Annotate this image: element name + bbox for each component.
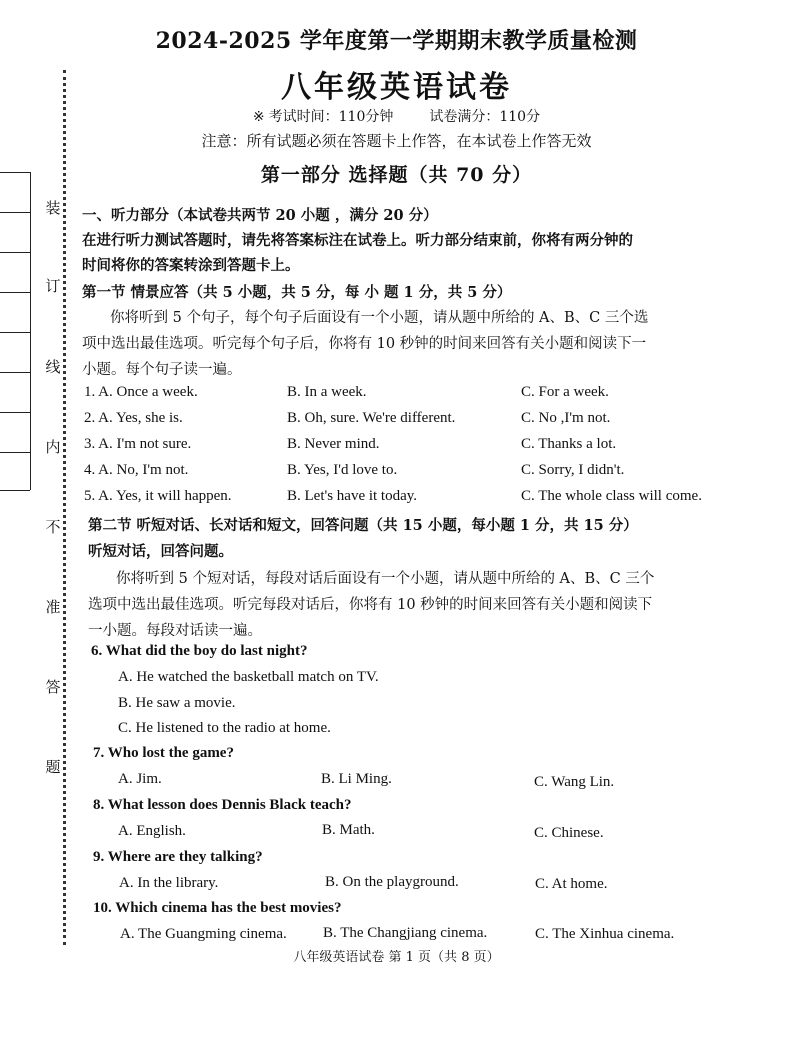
q10-question: 10. Which cinema has the best movies? xyxy=(93,900,342,916)
q9-option-c: C. At home. xyxy=(535,876,608,892)
q10-option-c: C. The Xinhua cinema. xyxy=(535,926,675,942)
exam-info xyxy=(0,106,793,126)
listening-title: 一、听力部分（本试卷共两节 20 小题 ，满分 20 分） xyxy=(82,207,438,224)
full-score: 试卷满分：110分 xyxy=(429,109,541,125)
section2-title: 第二节 听短对话、长对话和短文，回答问题（共 15 小题，每小题 1 分，共 15 分） xyxy=(88,517,638,534)
section1-title: 第一节 情景应答（共 5 小题，共 5 分，每 小 题 1 分，共 5 分） xyxy=(82,284,512,301)
listening-note: 时间将你的答案转涂到答题卡上。 xyxy=(82,257,300,274)
section1-intro: 项中选出最佳选项。听完每个句子后，你将有 10 秒钟的时间来回答有关小题和阅读下一 xyxy=(82,336,647,352)
exam-notice: 注意：所有试题必须在答题卡上作答，在本试卷上作答无效 xyxy=(201,132,592,150)
q4-option-b: B. Yes, I'd love to. xyxy=(287,462,398,478)
q7-option-c: C. Wang Lin. xyxy=(534,774,615,790)
exam-title: 2024-2025 学年度第一学期期末教学质量检测 xyxy=(155,28,638,54)
margin-char: 不 xyxy=(45,518,61,536)
q7-question: 7. Who lost the game? xyxy=(93,745,234,761)
exam-subtitle: 八年级英语试卷 xyxy=(281,70,512,105)
margin-char: 订 xyxy=(45,277,61,295)
listening-note: 在进行听力测试答题时，请先将答案标注在试卷上。听力部分结束前，你将有两分钟的 xyxy=(82,232,633,249)
section1-intro: 你将听到 5 个句子，每个句子后面设有一个小题，请从题中所给的 A、B、C 三个选 xyxy=(110,310,649,326)
q7-option-a: A. Jim. xyxy=(118,771,162,787)
q5-option-a: 5. A. Yes, it will happen. xyxy=(84,488,232,504)
q5-option-c: C. The whole class will come. xyxy=(521,488,702,504)
q4-option-a: 4. A. No, I'm not. xyxy=(84,462,189,478)
q6-option-c: C. He listened to the radio at home. xyxy=(118,720,331,736)
q10-option-a: A. The Guangming cinema. xyxy=(120,926,287,942)
q1-option-c: C. For a week. xyxy=(521,384,609,400)
margin-rule xyxy=(0,292,30,293)
margin-rule xyxy=(0,490,30,491)
section2-intro: 一小题。每段对话读一遍。 xyxy=(88,623,262,639)
q2-option-b: B. Oh, sure. We're different. xyxy=(287,410,456,426)
binding-dotted-line xyxy=(63,70,66,945)
margin-box-edge xyxy=(30,172,31,490)
margin-rule xyxy=(0,252,30,253)
margin-rule xyxy=(0,452,30,453)
q7-option-b: B. Li Ming. xyxy=(321,771,392,787)
q9-question: 9. Where are they talking? xyxy=(93,849,263,865)
exam-time: 考试时间：110分钟 xyxy=(268,109,394,125)
section2-subtitle: 听短对话，回答问题。 xyxy=(88,543,233,560)
q9-option-a: A. In the library. xyxy=(119,875,219,891)
q10-option-b: B. The Changjiang cinema. xyxy=(323,925,488,941)
margin-rule xyxy=(0,332,30,333)
margin-char: 答 xyxy=(45,678,61,696)
q5-option-b: B. Let's have it today. xyxy=(287,488,418,504)
margin-char: 内 xyxy=(45,438,61,456)
q2-option-c: C. No ,I'm not. xyxy=(521,410,611,426)
q6-question: 6. What did the boy do last night? xyxy=(91,643,308,659)
section2-intro: 你将听到 5 个短对话，每段对话后面设有一个小题，请从题中所给的 A、B、C 三个 xyxy=(116,571,655,587)
margin-char: 线 xyxy=(45,358,61,376)
reference-mark: ※ xyxy=(252,109,265,125)
page-footer: 八年级英语试卷 第 1 页（共 8 页） xyxy=(293,950,500,965)
q8-option-a: A. English. xyxy=(118,823,186,839)
margin-rule xyxy=(0,412,30,413)
q6-option-a: A. He watched the basketball match on TV. xyxy=(118,669,379,685)
q1-option-b: B. In a week. xyxy=(287,384,367,400)
q3-option-a: 3. A. I'm not sure. xyxy=(84,436,192,452)
margin-rule xyxy=(0,212,30,213)
q3-option-c: C. Thanks a lot. xyxy=(521,436,617,452)
q2-option-a: 2. A. Yes, she is. xyxy=(84,410,183,426)
q3-option-b: B. Never mind. xyxy=(287,436,380,452)
q9-option-b: B. On the playground. xyxy=(325,874,459,890)
margin-rule xyxy=(0,372,30,373)
section1-intro: 小题。每个句子读一遍。 xyxy=(82,362,242,378)
margin-char: 准 xyxy=(45,598,61,616)
margin-char: 装 xyxy=(45,199,61,217)
q1-option-a: 1. A. Once a week. xyxy=(84,384,198,400)
q4-option-c: C. Sorry, I didn't. xyxy=(521,462,625,478)
section2-intro: 选项中选出最佳选项。听完每段对话后，你将有 10 秒钟的时间来回答有关小题和阅读下 xyxy=(88,597,653,613)
margin-char: 题 xyxy=(45,758,61,776)
q6-option-b: B. He saw a movie. xyxy=(118,695,236,711)
part-title: 第一部分 选择题（共 70 分） xyxy=(260,164,533,186)
q8-question: 8. What lesson does Dennis Black teach? xyxy=(93,797,352,813)
q8-option-b: B. Math. xyxy=(322,822,375,838)
q8-option-c: C. Chinese. xyxy=(534,825,604,841)
